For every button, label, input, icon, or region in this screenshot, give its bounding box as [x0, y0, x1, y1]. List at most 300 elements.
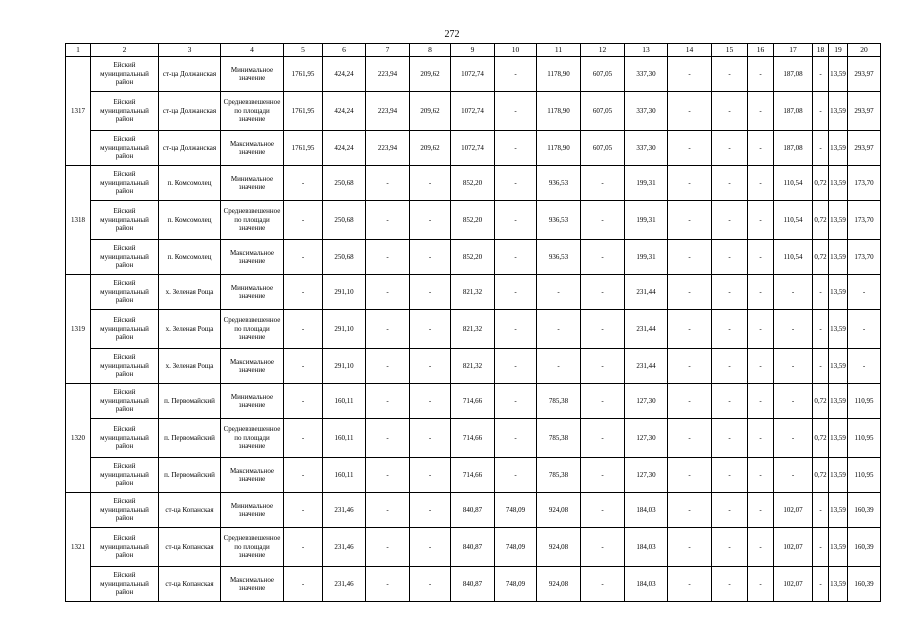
district-cell: Ейский муниципальный район	[91, 493, 159, 528]
value-cell: -	[581, 201, 625, 240]
value-cell: 187,08	[774, 92, 813, 131]
value-cell: -	[410, 458, 451, 493]
value-cell: 160,11	[323, 458, 366, 493]
value-cell: -	[366, 384, 410, 419]
column-header: 3	[159, 44, 221, 57]
district-cell: Ейский муниципальный район	[91, 166, 159, 201]
page-number: 272	[444, 29, 460, 40]
value-cell: 291,10	[323, 310, 366, 349]
value-cell: 13,59	[829, 458, 848, 493]
value-cell: -	[813, 528, 829, 567]
value-cell: -	[712, 384, 748, 419]
settlement-cell: п. Первомайский	[159, 458, 221, 493]
value-cell: -	[668, 166, 712, 201]
value-cell: -	[495, 201, 537, 240]
value-cell: -	[668, 349, 712, 384]
value-cell: 852,20	[451, 240, 495, 275]
value-cell: 102,07	[774, 493, 813, 528]
value-cell: 748,09	[495, 528, 537, 567]
value-cell: 293,97	[848, 131, 881, 166]
settlement-cell: п. Комсомолец	[159, 166, 221, 201]
value-cell: -	[537, 349, 581, 384]
value-cell: 821,32	[451, 349, 495, 384]
value-cell: -	[495, 57, 537, 92]
value-cell: -	[748, 57, 774, 92]
value-cell: 13,59	[829, 240, 848, 275]
value-type-cell: Максимальное значение	[221, 458, 284, 493]
value-cell: -	[668, 528, 712, 567]
value-cell: -	[284, 201, 323, 240]
settlement-cell: ст-ца Копанская	[159, 493, 221, 528]
value-cell: 231,46	[323, 567, 366, 602]
settlement-cell: п. Комсомолец	[159, 201, 221, 240]
column-header: 12	[581, 44, 625, 57]
value-cell: -	[848, 275, 881, 310]
value-cell: -	[410, 275, 451, 310]
value-cell: 250,68	[323, 166, 366, 201]
value-cell: -	[712, 240, 748, 275]
value-cell: -	[712, 458, 748, 493]
value-cell: -	[813, 310, 829, 349]
value-cell: 607,05	[581, 57, 625, 92]
value-cell: -	[748, 493, 774, 528]
value-cell: -	[366, 240, 410, 275]
value-cell: -	[668, 384, 712, 419]
district-cell: Ейский муниципальный район	[91, 458, 159, 493]
value-cell: -	[410, 310, 451, 349]
value-cell: 607,05	[581, 92, 625, 131]
table-row	[66, 567, 881, 602]
column-header: 17	[774, 44, 813, 57]
value-cell: 13,59	[829, 419, 848, 458]
value-cell: -	[284, 166, 323, 201]
settlement-cell: п. Комсомолец	[159, 240, 221, 275]
value-cell: 13,59	[829, 275, 848, 310]
value-cell: -	[774, 275, 813, 310]
value-cell: -	[495, 349, 537, 384]
value-cell: 223,94	[366, 57, 410, 92]
value-cell: -	[581, 349, 625, 384]
district-cell: Ейский муниципальный район	[91, 275, 159, 310]
value-cell: -	[748, 92, 774, 131]
district-cell: Ейский муниципальный район	[91, 349, 159, 384]
value-cell: 209,62	[410, 131, 451, 166]
value-cell: -	[495, 419, 537, 458]
value-cell: 291,10	[323, 349, 366, 384]
value-cell: 852,20	[451, 201, 495, 240]
settlement-cell: х. Зеленая Роща	[159, 275, 221, 310]
value-cell: -	[774, 310, 813, 349]
value-cell: 13,59	[829, 310, 848, 349]
value-cell: 0,72	[813, 419, 829, 458]
value-cell: -	[495, 240, 537, 275]
row-number-cell: 1320	[66, 384, 91, 493]
value-cell: 160,11	[323, 384, 366, 419]
value-cell: -	[748, 131, 774, 166]
column-header: 14	[668, 44, 712, 57]
value-cell: 924,08	[537, 493, 581, 528]
value-cell: 1178,90	[537, 57, 581, 92]
value-cell: -	[748, 166, 774, 201]
value-cell: -	[581, 419, 625, 458]
value-cell: -	[668, 275, 712, 310]
column-header: 2	[91, 44, 159, 57]
value-cell: -	[813, 349, 829, 384]
column-header: 11	[537, 44, 581, 57]
value-cell: -	[495, 384, 537, 419]
value-cell: -	[712, 493, 748, 528]
column-header: 18	[813, 44, 829, 57]
value-type-cell: Максимальное значение	[221, 131, 284, 166]
column-header: 5	[284, 44, 323, 57]
value-cell: -	[284, 567, 323, 602]
value-cell: 1072,74	[451, 57, 495, 92]
value-cell: -	[581, 528, 625, 567]
value-cell: -	[668, 419, 712, 458]
value-type-cell: Минимальное значение	[221, 384, 284, 419]
district-cell: Ейский муниципальный район	[91, 92, 159, 131]
value-cell: 1761,95	[284, 57, 323, 92]
value-cell: -	[813, 131, 829, 166]
value-cell: 250,68	[323, 201, 366, 240]
value-type-cell: Максимальное значение	[221, 240, 284, 275]
value-cell: 13,59	[829, 92, 848, 131]
row-number-cell: 1319	[66, 275, 91, 384]
settlement-cell: п. Первомайский	[159, 419, 221, 458]
settlement-cell: п. Первомайский	[159, 384, 221, 419]
value-cell: -	[813, 275, 829, 310]
value-cell: 199,31	[625, 201, 668, 240]
data-table	[65, 43, 881, 602]
value-cell: 785,38	[537, 458, 581, 493]
value-cell: -	[581, 493, 625, 528]
table-row	[66, 349, 881, 384]
value-cell: 714,66	[451, 384, 495, 419]
value-cell: 250,68	[323, 240, 366, 275]
district-cell: Ейский муниципальный район	[91, 567, 159, 602]
value-cell: -	[774, 419, 813, 458]
value-cell: 231,44	[625, 310, 668, 349]
value-cell: 110,54	[774, 240, 813, 275]
value-cell: -	[284, 384, 323, 419]
value-cell: -	[410, 493, 451, 528]
value-cell: 1178,90	[537, 92, 581, 131]
value-cell: 291,10	[323, 275, 366, 310]
value-cell: 337,30	[625, 131, 668, 166]
value-cell: -	[748, 310, 774, 349]
value-cell: 924,08	[537, 528, 581, 567]
value-cell: 13,59	[829, 201, 848, 240]
value-cell: 0,72	[813, 240, 829, 275]
value-type-cell: Средневзвешенное по площади значение	[221, 419, 284, 458]
value-cell: 160,11	[323, 419, 366, 458]
value-type-cell: Минимальное значение	[221, 57, 284, 92]
settlement-cell: х. Зеленая Роща	[159, 349, 221, 384]
value-cell: -	[668, 131, 712, 166]
column-header: 20	[848, 44, 881, 57]
value-cell: -	[712, 201, 748, 240]
value-cell: 13,59	[829, 166, 848, 201]
value-cell: -	[581, 166, 625, 201]
value-cell: -	[495, 166, 537, 201]
value-cell: 110,95	[848, 384, 881, 419]
district-cell: Ейский муниципальный район	[91, 419, 159, 458]
value-cell: -	[748, 275, 774, 310]
value-cell: 127,30	[625, 419, 668, 458]
value-cell: 293,97	[848, 57, 881, 92]
table-row	[66, 384, 881, 419]
value-cell: 293,97	[848, 92, 881, 131]
value-cell: -	[668, 493, 712, 528]
value-cell: -	[366, 349, 410, 384]
value-cell: -	[712, 419, 748, 458]
value-cell: -	[748, 419, 774, 458]
column-header: 19	[829, 44, 848, 57]
value-cell: -	[366, 201, 410, 240]
value-cell: 223,94	[366, 131, 410, 166]
value-type-cell: Средневзвешенное по площади значение	[221, 92, 284, 131]
value-cell: -	[712, 131, 748, 166]
value-cell: -	[366, 275, 410, 310]
value-cell: 1072,74	[451, 131, 495, 166]
value-type-cell: Минимальное значение	[221, 166, 284, 201]
value-cell: 13,59	[829, 349, 848, 384]
value-cell: -	[668, 240, 712, 275]
table-row	[66, 419, 881, 458]
value-type-cell: Максимальное значение	[221, 567, 284, 602]
table-row	[66, 528, 881, 567]
table-row	[66, 458, 881, 493]
value-cell: 209,62	[410, 92, 451, 131]
value-cell: 0,72	[813, 201, 829, 240]
value-cell: -	[712, 166, 748, 201]
value-cell: -	[712, 567, 748, 602]
settlement-cell: ст-ца Копанская	[159, 528, 221, 567]
value-type-cell: Минимальное значение	[221, 275, 284, 310]
row-number-cell: 1317	[66, 57, 91, 166]
value-cell: -	[366, 493, 410, 528]
value-cell: 110,95	[848, 419, 881, 458]
value-cell: -	[366, 567, 410, 602]
value-cell: 184,03	[625, 493, 668, 528]
column-header: 7	[366, 44, 410, 57]
value-cell: -	[537, 310, 581, 349]
value-cell: -	[813, 567, 829, 602]
value-cell: -	[712, 349, 748, 384]
value-cell: -	[495, 458, 537, 493]
value-cell: -	[366, 528, 410, 567]
value-cell: 223,94	[366, 92, 410, 131]
value-cell: -	[284, 275, 323, 310]
value-cell: 184,03	[625, 528, 668, 567]
table-row	[66, 493, 881, 528]
value-type-cell: Средневзвешенное по площади значение	[221, 528, 284, 567]
column-header: 9	[451, 44, 495, 57]
column-header: 6	[323, 44, 366, 57]
value-cell: 127,30	[625, 384, 668, 419]
value-cell: 785,38	[537, 419, 581, 458]
table-header	[66, 44, 881, 57]
value-cell: -	[581, 310, 625, 349]
value-cell: -	[410, 419, 451, 458]
table-row	[66, 166, 881, 201]
column-header: 8	[410, 44, 451, 57]
value-cell: 0,72	[813, 384, 829, 419]
settlement-cell: ст-ца Должанская	[159, 57, 221, 92]
value-cell: -	[284, 528, 323, 567]
value-type-cell: Минимальное значение	[221, 493, 284, 528]
value-cell: 13,59	[829, 567, 848, 602]
column-header: 15	[712, 44, 748, 57]
value-cell: 199,31	[625, 166, 668, 201]
column-header: 1	[66, 44, 91, 57]
value-cell: -	[284, 349, 323, 384]
value-cell: 714,66	[451, 419, 495, 458]
value-cell: 13,59	[829, 131, 848, 166]
value-cell: -	[668, 57, 712, 92]
settlement-cell: ст-ца Должанская	[159, 131, 221, 166]
value-cell: 424,24	[323, 57, 366, 92]
value-cell: 852,20	[451, 166, 495, 201]
value-cell: -	[495, 275, 537, 310]
value-cell: 231,44	[625, 275, 668, 310]
value-cell: -	[410, 528, 451, 567]
value-cell: 184,03	[625, 567, 668, 602]
table-row	[66, 310, 881, 349]
value-cell: 160,39	[848, 493, 881, 528]
value-cell: 231,46	[323, 493, 366, 528]
value-cell: -	[581, 275, 625, 310]
value-cell: 160,39	[848, 528, 881, 567]
value-cell: -	[284, 493, 323, 528]
value-cell: -	[284, 419, 323, 458]
value-cell: -	[537, 275, 581, 310]
value-cell: -	[813, 92, 829, 131]
settlement-cell: ст-ца Должанская	[159, 92, 221, 131]
column-header: 4	[221, 44, 284, 57]
value-cell: 748,09	[495, 567, 537, 602]
value-cell: 840,87	[451, 567, 495, 602]
district-cell: Ейский муниципальный район	[91, 131, 159, 166]
value-cell: 936,53	[537, 166, 581, 201]
district-cell: Ейский муниципальный район	[91, 528, 159, 567]
value-cell: -	[712, 92, 748, 131]
value-cell: 0,72	[813, 166, 829, 201]
column-header: 16	[748, 44, 774, 57]
value-cell: -	[748, 349, 774, 384]
settlement-cell: х. Зеленая Роща	[159, 310, 221, 349]
header-row	[66, 44, 881, 57]
value-cell: 924,08	[537, 567, 581, 602]
value-cell: 231,46	[323, 528, 366, 567]
value-cell: -	[581, 240, 625, 275]
value-cell: -	[410, 384, 451, 419]
value-cell: 840,87	[451, 528, 495, 567]
value-cell: 173,70	[848, 201, 881, 240]
value-cell: -	[581, 384, 625, 419]
value-cell: -	[366, 166, 410, 201]
row-number-cell: 1318	[66, 166, 91, 275]
district-cell: Ейский муниципальный район	[91, 310, 159, 349]
value-cell: -	[581, 458, 625, 493]
value-cell: -	[410, 166, 451, 201]
value-cell: 424,24	[323, 92, 366, 131]
value-cell: -	[712, 310, 748, 349]
value-cell: -	[848, 310, 881, 349]
value-cell: 160,39	[848, 567, 881, 602]
value-cell: 187,08	[774, 57, 813, 92]
column-header: 10	[495, 44, 537, 57]
value-cell: 173,70	[848, 240, 881, 275]
row-number-cell: 1321	[66, 493, 91, 602]
district-cell: Ейский муниципальный район	[91, 201, 159, 240]
value-cell: -	[495, 131, 537, 166]
table-row	[66, 92, 881, 131]
value-cell: -	[774, 458, 813, 493]
value-cell: 1761,95	[284, 131, 323, 166]
value-cell: -	[668, 92, 712, 131]
column-header: 13	[625, 44, 668, 57]
value-cell: 821,32	[451, 275, 495, 310]
value-cell: 110,54	[774, 201, 813, 240]
value-cell: -	[712, 528, 748, 567]
value-cell: 337,30	[625, 57, 668, 92]
value-cell: -	[410, 349, 451, 384]
value-cell: -	[284, 240, 323, 275]
value-cell: -	[748, 458, 774, 493]
value-type-cell: Средневзвешенное по площади значение	[221, 310, 284, 349]
table-row	[66, 201, 881, 240]
value-cell: -	[581, 567, 625, 602]
value-cell: 199,31	[625, 240, 668, 275]
value-cell: -	[410, 567, 451, 602]
table-body	[66, 57, 881, 602]
value-cell: -	[284, 458, 323, 493]
value-cell: 424,24	[323, 131, 366, 166]
value-cell: 13,59	[829, 528, 848, 567]
value-cell: 0,72	[813, 458, 829, 493]
value-cell: 1072,74	[451, 92, 495, 131]
value-cell: -	[712, 275, 748, 310]
value-cell: 187,08	[774, 131, 813, 166]
value-cell: 337,30	[625, 92, 668, 131]
value-cell: -	[668, 310, 712, 349]
district-cell: Ейский муниципальный район	[91, 384, 159, 419]
value-cell: 102,07	[774, 567, 813, 602]
settlement-cell: ст-ца Копанская	[159, 567, 221, 602]
value-cell: -	[410, 240, 451, 275]
table-row	[66, 131, 881, 166]
value-cell: 748,09	[495, 493, 537, 528]
table-row	[66, 275, 881, 310]
value-cell: -	[366, 310, 410, 349]
value-cell: -	[748, 384, 774, 419]
value-cell: -	[774, 384, 813, 419]
value-cell: -	[284, 310, 323, 349]
value-cell: -	[848, 349, 881, 384]
value-cell: -	[366, 458, 410, 493]
table-row	[66, 57, 881, 92]
value-cell: -	[774, 349, 813, 384]
value-cell: -	[668, 458, 712, 493]
value-cell: 1761,95	[284, 92, 323, 131]
value-cell: 173,70	[848, 166, 881, 201]
value-cell: 607,05	[581, 131, 625, 166]
value-cell: -	[748, 201, 774, 240]
value-cell: 127,30	[625, 458, 668, 493]
value-cell: 110,54	[774, 166, 813, 201]
value-cell: -	[813, 493, 829, 528]
